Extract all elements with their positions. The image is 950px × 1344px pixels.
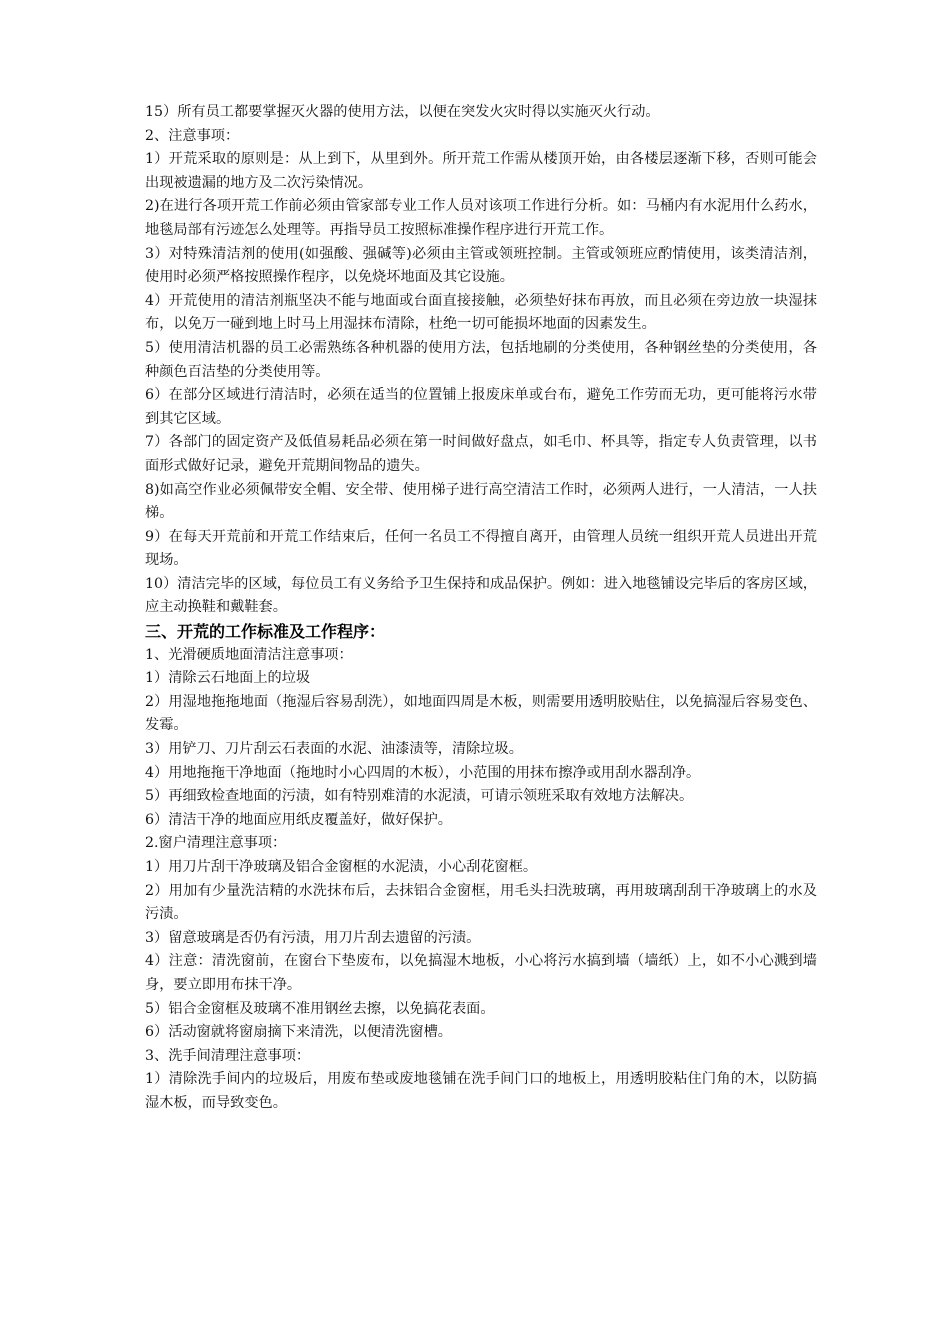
paragraph: 6）清洁干净的地面应用纸皮覆盖好，做好保护。 xyxy=(145,811,452,828)
paragraph: 5）再细致检查地面的污渍，如有特别难清的水泥渍，可请示领班采取有效地方法解决。 xyxy=(145,788,694,805)
paragraph: 9）在每天开荒前和开荒工作结束后，任何一名员工不得擅自离开，由管理人员统一组织开荒人员进出开荒现场。 xyxy=(145,528,817,569)
chapter-heading: 三、开荒的工作标准及工作程序： xyxy=(145,622,386,642)
paragraph: 5）铝合金窗框及玻璃不准用钢丝去擦，以免搞花表面。 xyxy=(145,1000,495,1017)
document-body xyxy=(145,101,817,1116)
paragraph: 3）留意玻璃是否仍有污渍，用刀片刮去遗留的污渍。 xyxy=(145,929,481,946)
subsection-heading-restroom: 3、洗手间清理注意事项： xyxy=(145,1047,311,1064)
paragraph: 1）开荒采取的原则是：从上到下，从里到外。所开荒工作需从楼顶开始，由各楼层逐渐下移，否则可能会出现被遗漏的地方及二次污染情况。 xyxy=(145,151,817,191)
paragraph: 2）用湿地拖拖地面（拖湿后容易刮洗），如地面四周是木板，则需要用透明胶贴住，以免搞湿后容易变色、发霉。 xyxy=(145,693,817,734)
paragraph: 6）在部分区域进行清洁时，必须在适当的位置铺上报废床单或台布，避免工作劳而无功，更可能将污水带到其它区域。 xyxy=(145,387,817,427)
paragraph: 8)如高空作业必须佩带安全帽、安全带、使用梯子进行高空清洁工作时，必须两人进行，一人清洁，一人扶梯。 xyxy=(145,481,817,522)
paragraph: 7）各部门的固定资产及低值易耗品必须在第一时间做好盘点，如毛巾、杯具等，指定专人负责管理，以书面形式做好记录，避免开荒期间物品的遗失。 xyxy=(145,434,817,474)
paragraph: 3）对特殊清洁剂的使用(如强酸、强碱等)必须由主管或领班控制。主管或领班应酌情使用，该类清洁剂，使用时必须严格按照操作程序，以免烧坏地面及其它设施。 xyxy=(145,245,817,286)
subsection-heading-floor: 1、光滑硬质地面清洁注意事项： xyxy=(145,646,353,663)
paragraph: 2）用加有少量洗洁精的水洗抹布后，去抹铝合金窗框，用毛头扫洗玻璃，再用玻璃刮刮干净玻璃上的水及污渍。 xyxy=(145,882,817,923)
paragraph: 1）用刀片刮干净玻璃及铝合金窗框的水泥渍，小心刮花窗框。 xyxy=(145,859,538,875)
subsection-heading-window: 2.窗户清理注意事项： xyxy=(145,835,287,852)
paragraph: 15）所有员工都要掌握灭火器的使用方法，以便在突发火灾时得以实施灭火行动。 xyxy=(145,104,660,120)
paragraph: 6）活动窗就将窗扇摘下来清洗，以便清洗窗槽。 xyxy=(145,1024,452,1041)
paragraph: 1）清除云石地面上的垃圾 xyxy=(145,670,311,687)
paragraph: 4）用地拖拖干净地面（拖地时小心四周的木板），小范围的用抹布擦净或用刮水器刮净。 xyxy=(145,764,701,781)
paragraph: 4）开荒使用的清洁剂瓶坚决不能与地面或台面直接接触，必须垫好抹布再放，而且必须在旁边放一块湿抹布，以免万一碰到地上时马上用湿抹布清除，杜绝一切可能损坏地面的因素发生。 xyxy=(145,292,817,333)
paragraph: 5）使用清洁机器的员工必需熟练各种机器的使用方法，包括地刷的分类使用，各种钢丝垫的分类使用，各种颜色百洁垫的分类使用等。 xyxy=(145,339,817,380)
paragraph: 2)在进行各项开荒工作前必须由管家部专业工作人员对该项工作进行分析。如：马桶内有水泥用什么药水，地毯局部有污迹怎么处理等。再指导员工按照标准操作程序进行开荒工作。 xyxy=(145,198,817,238)
paragraph: 4）注意：清洗窗前，在窗台下垫废布，以免搞湿木地板，小心将污水搞到墙（墙纸）上，如不小心溅到墙身，要立即用布抹干净。 xyxy=(145,953,817,993)
paragraph: 10）清洁完毕的区域，每位员工有义务给予卫生保持和成品保护。例如：进入地毯铺设完毕后的客房区域，应主动换鞋和戴鞋套。 xyxy=(145,575,817,616)
paragraph: 1）清除洗手间内的垃圾后，用废布垫或废地毯铺在洗手间门口的地板上，用透明胶粘住门角的木，以防搞湿木板，而导致变色。 xyxy=(145,1071,817,1111)
section-heading-notes: 2、注意事项： xyxy=(145,127,240,144)
paragraph: 3）用铲刀、刀片刮云石表面的水泥、油漆渍等，清除垃圾。 xyxy=(145,741,523,758)
